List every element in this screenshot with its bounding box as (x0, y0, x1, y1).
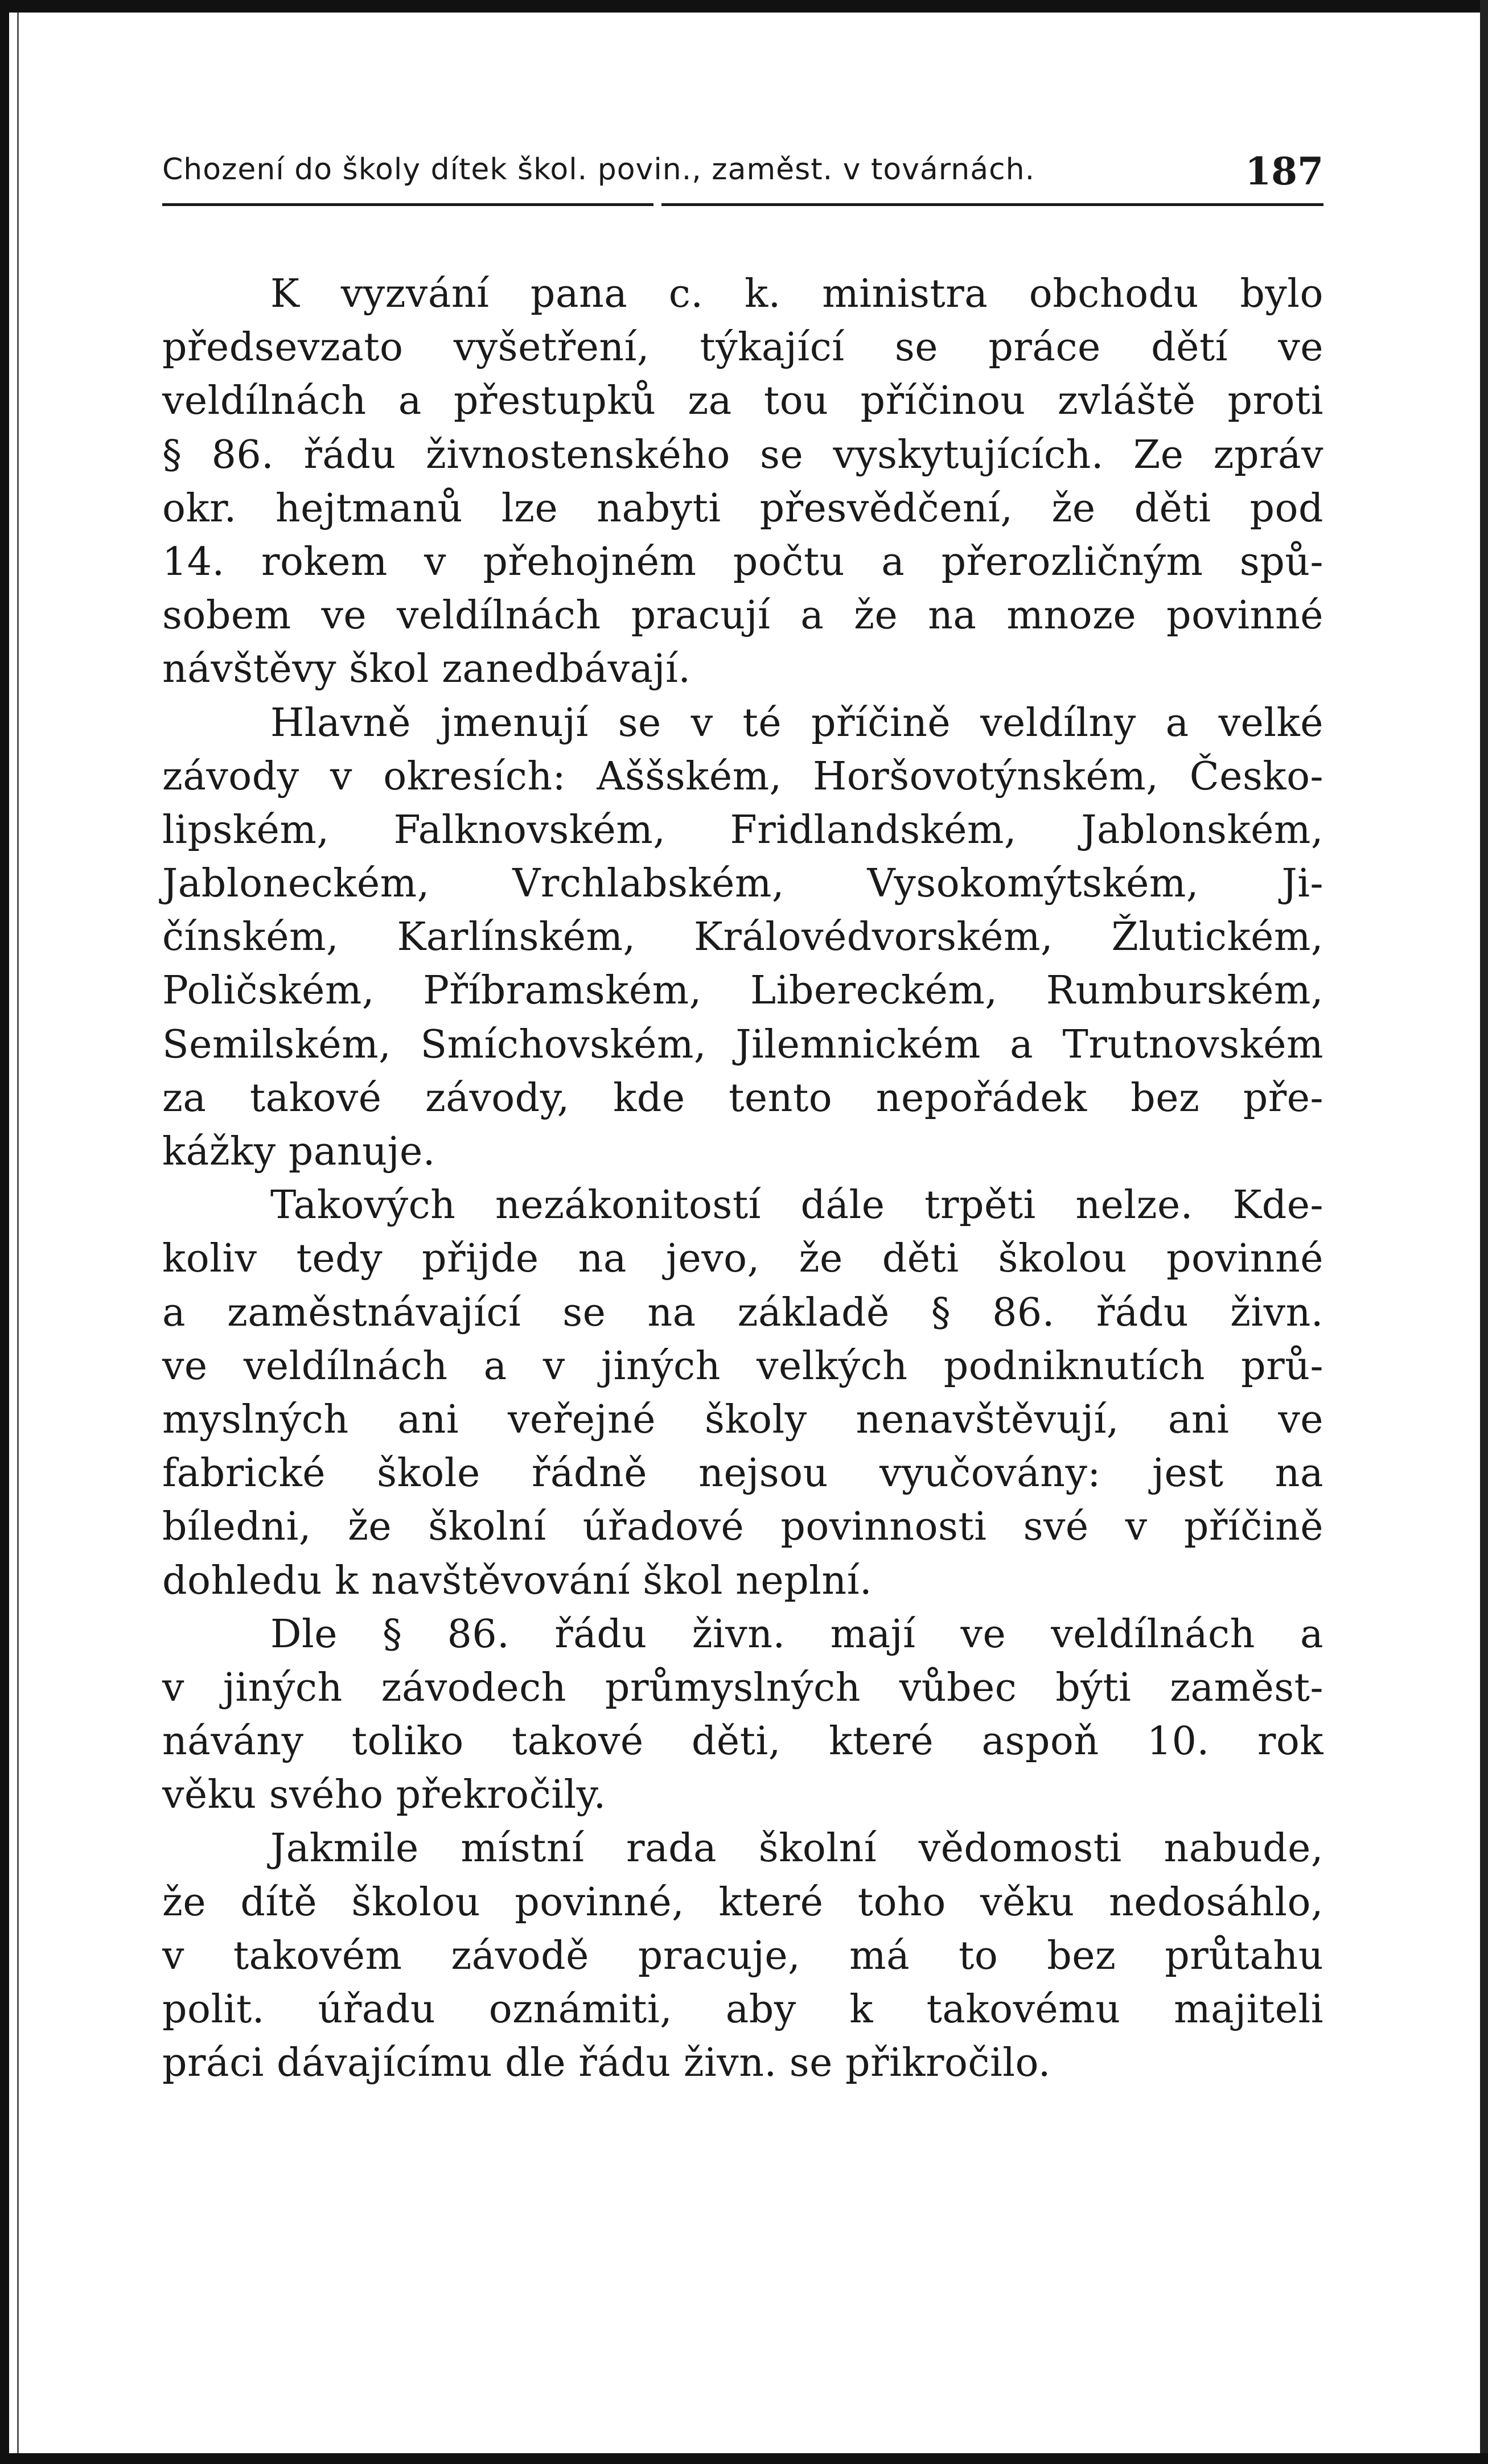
paragraph-1 (162, 268, 1323, 697)
text-line: koliv tedy přijde na jevo, že děti školou povinné (162, 1236, 1323, 1282)
text-line: Dle § 86. řádu živn. mají ve veldílnách a (270, 1611, 1323, 1657)
text-line: práci dávajícímu dle řádu živn. se přikročilo. (162, 2041, 1051, 2086)
body-text (162, 268, 1323, 2090)
text-line: Takových nezákonitostí dále trpěti nelze. Kde- (270, 1183, 1323, 1228)
text-line: věku svého překročily. (162, 1772, 606, 1818)
text-line: bíledni, že školní úřadové povinnosti své v příčině (162, 1504, 1323, 1550)
text-line: Semilském, Smíchovském, Jilemnickém a Trutnovském (162, 1022, 1323, 1067)
header-rule-gap (653, 202, 661, 207)
text-line: čínském, Karlínském, Královédvorském, Žlutickém, (162, 915, 1323, 960)
text-line: návštěvy škol zanedbávají. (162, 647, 691, 692)
text-line: Poličském, Příbramském, Libereckém, Rumburském, (162, 968, 1323, 1014)
paragraph-3 (162, 1179, 1323, 1608)
text-line: lipském, Falknovském, Fridlandském, Jablonském, (162, 807, 1323, 853)
text-line: že dítě školou povinné, které toho věku nedosáhlo, (162, 1879, 1323, 1925)
text-line: 14. rokem v přehojném počtu a přerozličným spů- (162, 539, 1323, 585)
text-line: a zaměstnávající se na základě § 86. řádu živn. (162, 1290, 1323, 1335)
text-line: ve veldílnách a v jiných velkých podniknutích prů- (162, 1343, 1323, 1389)
paragraph-2 (162, 697, 1323, 1179)
text-line: fabrické škole řádně nejsou vyučovány: jest na (162, 1451, 1323, 1496)
text-line: polit. úřadu oznámiti, aby k takovému majiteli (162, 1987, 1323, 2032)
scan-edge-left (0, 0, 9, 2464)
text-line: Jabloneckém, Vrchlabském, Vysokomýtském, Ji- (162, 861, 1323, 907)
page-fold-line (17, 13, 19, 2453)
text-line: kážky panuje. (162, 1129, 435, 1174)
scan-edge-bottom (0, 2453, 1488, 2464)
text-line: návány toliko takové děti, které aspoň 10. rok (162, 1719, 1323, 1764)
text-line: Jakmile místní rada školní vědomosti nabude, (270, 1826, 1323, 1871)
page-number: 187 (1245, 149, 1323, 194)
scan-edge-top (0, 0, 1488, 13)
text-line: dohledu k navštěvování škol neplní. (162, 1558, 873, 1603)
running-head (162, 149, 1323, 195)
header-rule (162, 203, 1323, 206)
text-line: Hlavně jmenují se v té příčině veldílny a velké (270, 700, 1323, 746)
text-line: v takovém závodě pracuje, má to bez průtahu (162, 1933, 1323, 1978)
text-line: v jiných závodech průmyslných vůbec býti zaměst- (162, 1665, 1323, 1710)
paragraph-5 (162, 1822, 1323, 2090)
text-line: veldílnách a přestupků za tou příčinou zvláště proti (162, 379, 1323, 424)
text-line: myslných ani veřejné školy nenavštěvují, ani ve (162, 1397, 1323, 1442)
text-line: za takové závody, kde tento nepořádek bez pře- (162, 1075, 1323, 1121)
running-title: Chození do školy dítek škol. povin., zaměst. v továrnách. (162, 153, 1035, 187)
paragraph-4 (162, 1608, 1323, 1823)
scan-edge-right (1480, 0, 1488, 2464)
text-line: předsevzato vyšetření, týkající se práce dětí ve (162, 325, 1323, 371)
text-line: K vyzvání pana c. k. ministra obchodu bylo (270, 272, 1323, 316)
text-line: § 86. řádu živnostenského se vyskytujících. Ze zpráv (162, 432, 1323, 478)
text-line: okr. hejtmanů lze nabyti přesvědčení, že děti pod (162, 486, 1323, 531)
text-line: sobem ve veldílnách pracují a že na mnoze povinné (162, 593, 1323, 639)
text-line: závody v okresích: Aššském, Horšovotýnském, Česko- (162, 754, 1323, 799)
